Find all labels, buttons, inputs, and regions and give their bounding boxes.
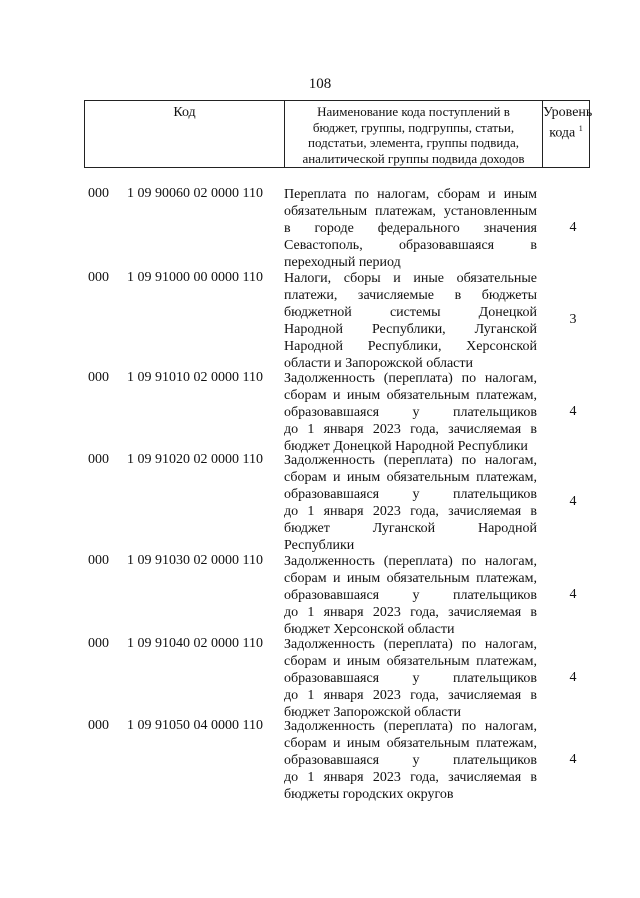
header-name-cell: [285, 101, 543, 167]
income-name-line: сборам и иным обязательным платежам,: [284, 571, 537, 586]
income-name-line: до 1 января 2023 года, зачисляемая в: [284, 688, 537, 703]
income-name-line: переходный период: [284, 255, 401, 270]
income-name-line: Народной Республики, Луганской: [284, 322, 537, 337]
code-level: 4: [569, 587, 577, 602]
income-name-line: образовавшаяся у плательщиков: [284, 487, 537, 502]
income-name: [284, 186, 537, 271]
header-level-cell: [543, 101, 593, 167]
page-number: 108: [308, 76, 332, 92]
income-name-line: бюджеты городских округов: [284, 787, 454, 802]
income-name-line: Задолженность (переплата) по налогам,: [284, 554, 537, 569]
income-name-line: Задолженность (переплата) по налогам,: [284, 637, 537, 652]
income-name: [284, 553, 537, 638]
income-name-line: Республики: [284, 538, 355, 553]
income-name-line: в городе федерального значения: [284, 221, 537, 236]
code-level: 4: [569, 220, 577, 235]
income-name-line: до 1 января 2023 года, зачисляемая в: [284, 605, 537, 620]
income-name-line: до 1 января 2023 года, зачисляемая в: [284, 504, 537, 519]
admin-code: 000: [88, 553, 109, 568]
income-name-line: до 1 января 2023 года, зачисляемая в: [284, 422, 537, 437]
income-name-line: Налоги, сборы и иные обязательные: [284, 271, 537, 286]
header-level-line: Уровень: [543, 105, 593, 120]
header-level-word: кода: [549, 125, 576, 141]
income-name-line: сборам и иным обязательным платежам,: [284, 388, 537, 403]
code-level: 4: [569, 494, 577, 509]
income-name-line: Народной Республики, Херсонской: [284, 339, 537, 354]
header-name-line: Наименование кода поступлений в: [317, 104, 510, 119]
income-name-line: до 1 января 2023 года, зачисляемая в: [284, 770, 537, 785]
admin-code: 000: [88, 452, 109, 467]
header-level-label: [543, 101, 593, 142]
income-name-line: Переплата по налогам, сборам и иным: [284, 187, 537, 202]
income-code: 1 09 91030 02 0000 110: [127, 553, 263, 568]
header-code-cell: [85, 101, 285, 167]
income-name: [284, 370, 537, 455]
income-name-line: бюджет Донецкой Народной Республики: [284, 439, 528, 454]
income-name-line: образовавшаяся у плательщиков: [284, 753, 537, 768]
header-name-line: бюджет, группы, подгруппы, статьи,: [312, 119, 515, 135]
income-code: 1 09 91050 04 0000 110: [127, 718, 263, 733]
header-code-label: Код: [173, 105, 196, 120]
income-name-line: сборам и иным обязательным платежам,: [284, 654, 537, 669]
income-name: [284, 452, 537, 554]
income-name-line: Задолженность (переплата) по налогам,: [284, 719, 537, 734]
admin-code: 000: [88, 636, 109, 651]
income-name-line: бюджет Луганской Народной: [284, 521, 537, 536]
income-name: [284, 636, 537, 721]
income-code: 1 09 90060 02 0000 110: [127, 186, 263, 201]
code-level: 4: [569, 670, 577, 685]
income-name-line: платежи, зачисляемые в бюджеты: [284, 288, 537, 303]
income-code: 1 09 91020 02 0000 110: [127, 452, 263, 467]
income-name-line: сборам и иным обязательным платежам,: [284, 470, 537, 485]
table-header: [84, 100, 593, 168]
income-name: [284, 270, 537, 372]
admin-code: 000: [88, 718, 109, 733]
income-name-line: образовавшаяся у плательщиков: [284, 671, 537, 686]
income-name-line: Задолженность (переплата) по налогам,: [284, 371, 537, 386]
code-level: 3: [569, 312, 577, 327]
income-name-line: бюджет Херсонской области: [284, 622, 455, 637]
income-name-line: обязательным платежам, установленным: [284, 204, 537, 219]
income-code: 1 09 91010 02 0000 110: [127, 370, 263, 385]
income-name: [284, 718, 537, 803]
income-name-line: образовавшаяся у плательщиков: [284, 405, 537, 420]
header-name-line: подстатьи, элемента, группы подвида,: [308, 135, 519, 150]
code-level: 4: [569, 752, 577, 767]
income-code: 1 09 91000 00 0000 110: [127, 270, 263, 285]
code-level: 4: [569, 404, 577, 419]
admin-code: 000: [88, 186, 109, 201]
header-name-label: [285, 101, 542, 166]
income-name-line: области и Запорожской области: [284, 356, 473, 371]
income-name-line: бюджетной системы Донецкой: [284, 305, 537, 320]
income-name-line: бюджет Запорожской области: [284, 705, 462, 720]
income-name-line: образовавшаяся у плательщиков: [284, 588, 537, 603]
admin-code: 000: [88, 370, 109, 385]
admin-code: 000: [88, 270, 109, 285]
income-name-line: Задолженность (переплата) по налогам,: [284, 453, 537, 468]
footnote-mark: 1: [578, 124, 583, 133]
income-code: 1 09 91040 02 0000 110: [127, 636, 263, 651]
header-name-line: аналитической группы подвида доходов: [302, 150, 525, 166]
income-name-line: Севастополь, образовавшаяся в: [284, 238, 537, 253]
income-name-line: сборам и иным обязательным платежам,: [284, 736, 537, 751]
header-level-line: [543, 121, 589, 142]
